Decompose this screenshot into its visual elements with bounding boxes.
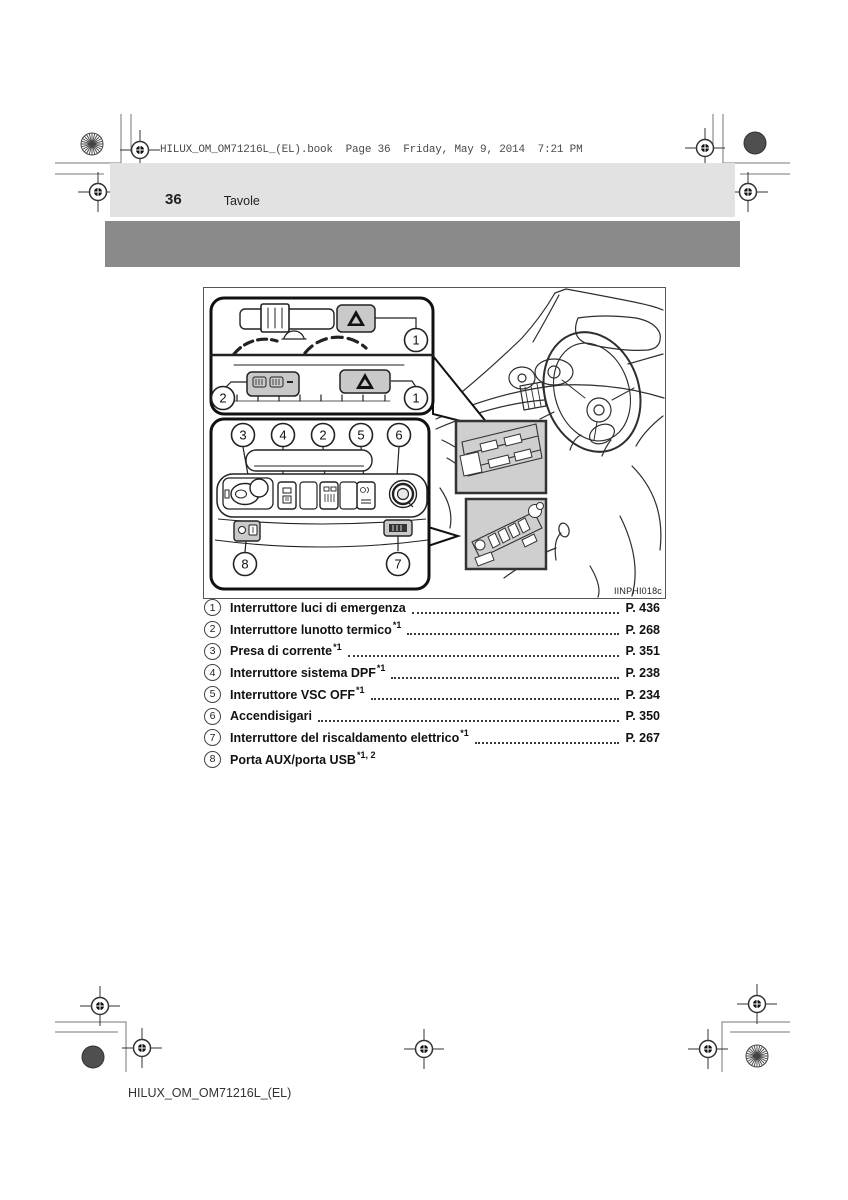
dot-leader xyxy=(391,677,619,679)
page-header-band xyxy=(110,163,735,217)
page-ref: P. 268 xyxy=(625,622,660,637)
dot-leader xyxy=(371,698,620,700)
legend-num-badge: 8 xyxy=(204,751,221,768)
registration-crosshair xyxy=(737,984,777,1024)
legend-item: 1 Interruttore luci di emergenza P. 436 xyxy=(204,597,660,619)
legend-num-badge: 7 xyxy=(204,729,221,746)
legend-num-badge: 2 xyxy=(204,621,221,638)
legend-item: 3 Presa di corrente *1 P. 351 xyxy=(204,640,660,662)
ink-dot-mark-icon xyxy=(78,1042,108,1072)
callout-6 xyxy=(388,424,411,447)
page-number: 36 xyxy=(165,191,182,208)
pinwheel-mark-icon xyxy=(742,1041,772,1071)
dot-leader xyxy=(348,655,620,657)
footnote-marker: *1 xyxy=(460,728,469,739)
legend-item: 4 Interruttore sistema DPF *1 P. 238 xyxy=(204,662,660,684)
registration-crosshair xyxy=(688,1029,728,1069)
legend-item: 2 Interruttore lunotto termico *1 P. 268 xyxy=(204,619,660,641)
dashboard-diagram-svg xyxy=(204,288,665,598)
page-ref: P. 234 xyxy=(625,687,660,702)
svg-text:3: 3 xyxy=(239,427,247,443)
hazard-switch-icon xyxy=(337,305,375,332)
svg-text:2: 2 xyxy=(219,390,227,406)
legend-num-badge: 1 xyxy=(204,599,221,616)
callout-box-switches xyxy=(211,419,429,589)
dot-leader xyxy=(318,720,619,722)
svg-text:2: 2 xyxy=(319,427,327,443)
legend-num-badge: 4 xyxy=(204,664,221,681)
footnote-marker: *1, 2 xyxy=(356,750,376,761)
chapter-band xyxy=(105,221,740,267)
inset-switch-panel xyxy=(466,499,546,569)
callout-1 xyxy=(405,329,428,352)
page-ref: P. 436 xyxy=(625,600,660,615)
callout-3 xyxy=(232,424,255,447)
svg-text:5: 5 xyxy=(357,427,365,443)
dot-leader xyxy=(407,633,619,635)
callout-4 xyxy=(272,424,295,447)
footnote-marker: *1 xyxy=(392,620,402,631)
callout-8 xyxy=(234,553,257,576)
dot-leader xyxy=(475,742,620,744)
callout-5 xyxy=(350,424,373,447)
legend-item: 5 Interruttore VSC OFF *1 P. 234 xyxy=(204,684,660,706)
page-ref: P. 238 xyxy=(625,665,660,680)
aux-usb-port-icon xyxy=(234,521,260,541)
pointer-arrow-top xyxy=(433,356,492,429)
figure-legend xyxy=(204,597,660,771)
ink-dot-mark-icon xyxy=(740,128,770,158)
footnote-marker: *1 xyxy=(356,685,365,696)
document-footer: HILUX_OM_OM71216L_(EL) xyxy=(128,1086,292,1100)
dot-leader xyxy=(412,612,620,614)
callout-2 xyxy=(212,387,235,410)
page-ref: P. 351 xyxy=(625,644,660,659)
svg-text:6: 6 xyxy=(395,427,403,443)
print-header-text: HILUX_OM_OM71216L_(EL).book Page 36 Friday, May 9, 2014 7:21 PM xyxy=(160,144,583,156)
callout-1 xyxy=(405,387,428,410)
svg-text:7: 7 xyxy=(394,556,402,572)
footnote-marker: *1 xyxy=(333,641,342,652)
legend-item: 8 Porta AUX/porta USB *1, 2 xyxy=(204,749,660,771)
inset-climate-control xyxy=(456,421,546,493)
legend-num-badge: 5 xyxy=(204,686,221,703)
legend-num-badge: 3 xyxy=(204,643,221,660)
legend-item: 7 Interruttore del riscaldamento elettrico *1 P. 267 xyxy=(204,727,660,749)
svg-text:8: 8 xyxy=(241,556,249,572)
registration-crosshair xyxy=(404,1029,444,1069)
heater-switch-icon xyxy=(384,520,412,536)
svg-text:1: 1 xyxy=(412,332,420,348)
pointer-arrow-bottom xyxy=(428,527,458,546)
footnote-marker: *1 xyxy=(376,663,386,674)
callout-2 xyxy=(312,424,335,447)
registration-crosshair xyxy=(122,1028,162,1068)
cigarette-lighter-icon xyxy=(390,481,417,508)
page-ref: P. 350 xyxy=(625,709,660,724)
legend-num-badge: 6 xyxy=(204,708,221,725)
figure-code-label: IINPHI018c xyxy=(613,586,662,596)
hazard-switch-icon xyxy=(340,370,390,393)
rear-defogger-switch-icon xyxy=(247,372,299,396)
callout-7 xyxy=(387,553,410,576)
dashboard-figure xyxy=(203,287,666,599)
section-title: Tavole xyxy=(223,194,260,208)
page-ref: P. 267 xyxy=(625,730,660,745)
svg-text:4: 4 xyxy=(279,427,287,443)
registration-crosshair xyxy=(685,128,725,168)
legend-item: 6 Accendisigari P. 350 xyxy=(204,705,660,727)
svg-text:1: 1 xyxy=(412,390,420,406)
registration-crosshair xyxy=(80,986,120,1026)
callout-box-climate xyxy=(211,298,433,414)
pinwheel-mark-icon xyxy=(77,129,107,159)
